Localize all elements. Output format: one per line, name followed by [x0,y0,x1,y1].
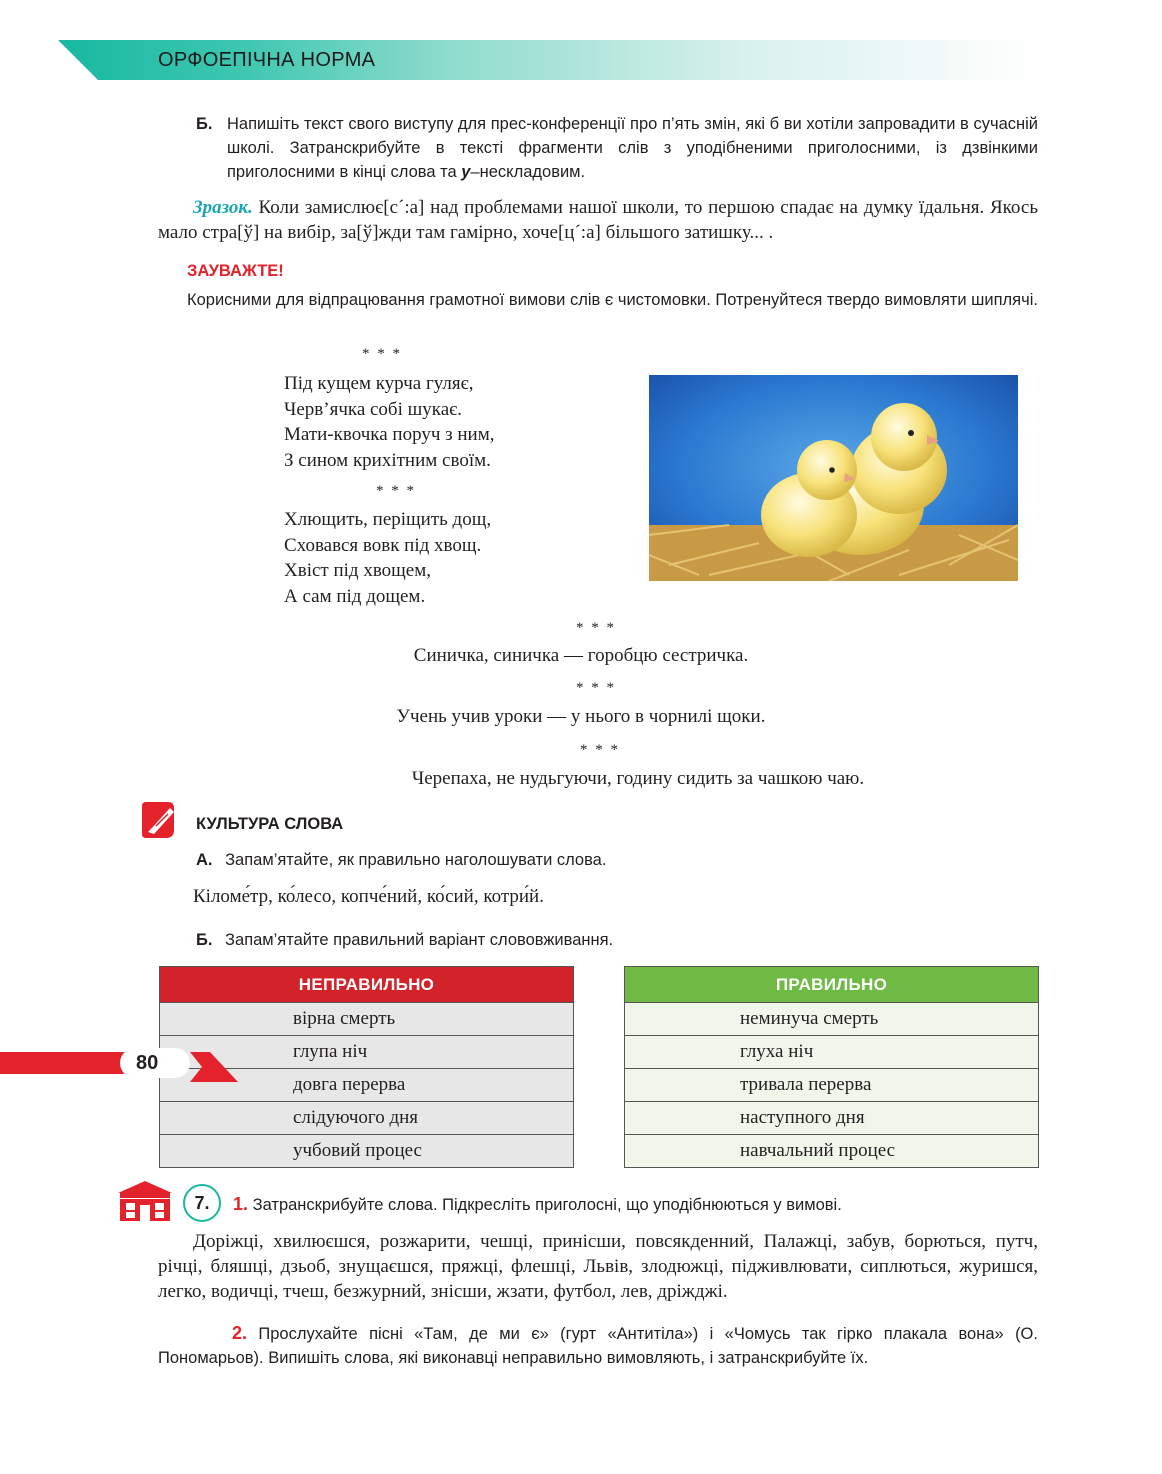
poem-line: Хвіст під хвощем, [284,560,431,581]
poem-line: А сам під дощем. [284,585,426,607]
page-number: 80 [136,1052,159,1074]
right-usage-table [624,966,1039,1168]
culture-b-text: Запам’ятайте правильний варіант слововживання. [225,931,614,949]
culture-a-marker: А. [196,851,213,869]
table-row: довга перерва [160,1069,574,1102]
task-b-tail: –нескладовим. [470,163,586,181]
task2-marker: 2. [232,1323,248,1343]
table-row: глуха ніч [625,1036,1039,1069]
tongue-twister-5: Черепаха, не нудьгуючи, годину сидить за чашкою чаю. [411,768,865,789]
poem-line: Черв’ячка собі шукає. [284,398,463,420]
right-header: ПРАВИЛЬНО [625,967,1039,1003]
stars-5: * * * [580,742,620,758]
home-task-icon [118,1181,172,1223]
task2-text: Прослухайте пісні «Там, де ми є» (гурт «Антитіла») і «Чомусь так гірко плакала вона» (О. Пономарьов). Випишіть слова, які виконавці неправильно вимовляють, і затранскрибуйте їх. [158,1325,1038,1367]
poem-line: Сховався вовк під хвощ. [284,534,482,556]
tongue-twister-3: Синичка, синичка — горобцю сестричка. [413,645,749,666]
table-row: неминуча смерть [625,1003,1039,1036]
poem-line: Хлющить, періщить дощ, [284,509,492,530]
sample-label: Зразок. [193,197,253,218]
footer-red-arrow [190,1052,238,1082]
table-row: вірна смерть [160,1003,574,1036]
task-b-text: Напишіть текст свого виступу для прес-конференції про п’ять змін, які б ви хотіли запровадити в сучасній школі. Затранскрибуйте в тексті фрагменти слів з уподібненими приголосними, із дзвінкими приголосними в кінці слова та [227,115,1038,181]
stars-3: * * * [576,620,616,636]
task1-marker: 1. [233,1194,249,1214]
sample-paragraph [158,195,1038,245]
stars-4: * * * [576,680,616,696]
poem-line: Під кущем курча гуляє, [284,373,474,394]
task-b [196,112,1038,184]
poem1-stars: * * * [362,346,402,362]
culture-title: КУЛЬТУРА СЛОВА [196,815,344,833]
table-row: тривала перерва [625,1069,1039,1102]
footer-red-band [0,1052,130,1074]
poem1 [284,371,494,473]
culture-b [196,928,613,952]
exercise7-task1 [233,1192,842,1217]
exercise-number-badge [183,1184,221,1222]
tongue-twister-4: Учень учив уроки — у нього в чорнилі щоки. [396,706,766,727]
task-b-u: у [461,163,471,181]
note-text: Корисними для відпрацювання грамотної вимови слів є чистомовки. Потренуйтеся твердо вимовляти шиплячі. [187,291,1038,309]
table-row: слідуючого дня [160,1102,574,1135]
sample-text: Коли замислює[с´:а] над проблемами нашої школи, то першою спадає на думку їдальня. Якось мало стра[ў] на вибір, за[ў]жди там гамірно, хоче[ц´:а] більшого затишку... . [158,197,1038,243]
table-row: глупа ніч [160,1036,574,1069]
note-title: ЗАУВАЖТЕ! [187,262,284,280]
task1-text: Затранскрибуйте слова. Підкресліть приголосні, що уподібнюються у вимові. [252,1196,842,1214]
quill-icon [138,800,182,840]
exercise7-words: Доріжці, хвилюєшся, розжарити, чешці, принісши, повсякденний, Палажці, забув, борються, путч, річці, бляшці, дзьоб, знущаєшся, пряжці, флешці, Львів, злодюжці, підживлювати, сиплються, журишся, легко, водичці, тчеш, безжурний, знісши, жзати, футбол, лев, дріжджі. [158,1231,1038,1302]
table-row: учбовий процес [160,1135,574,1168]
poem-line: З сином крихітним своїм. [284,449,491,471]
culture-b-marker: Б. [196,931,213,949]
wrong-header: НЕПРАВИЛЬНО [160,967,574,1003]
poem-line: Мати-квочка поруч з ним, [284,424,495,445]
table-row: наступного дня [625,1102,1039,1135]
poem2 [284,507,491,609]
culture-a-text: Запам’ятайте, як правильно наголошувати слова. [225,851,607,869]
chicks-photo [649,375,1018,581]
task-b-marker: Б. [196,115,213,133]
exercise7-task2 [158,1321,1038,1370]
page-header-title: ОРФОЕПІЧНА НОРМА [158,49,376,71]
table-row: навчальний процес [625,1135,1039,1168]
exercise-number: 7. [194,1193,210,1213]
culture-a [196,848,606,872]
poem2-stars: * * * [376,483,416,499]
stress-words: Кіломе́тр, ко́лесо, копче́ний, ко́сий, котри́й. [193,886,544,907]
